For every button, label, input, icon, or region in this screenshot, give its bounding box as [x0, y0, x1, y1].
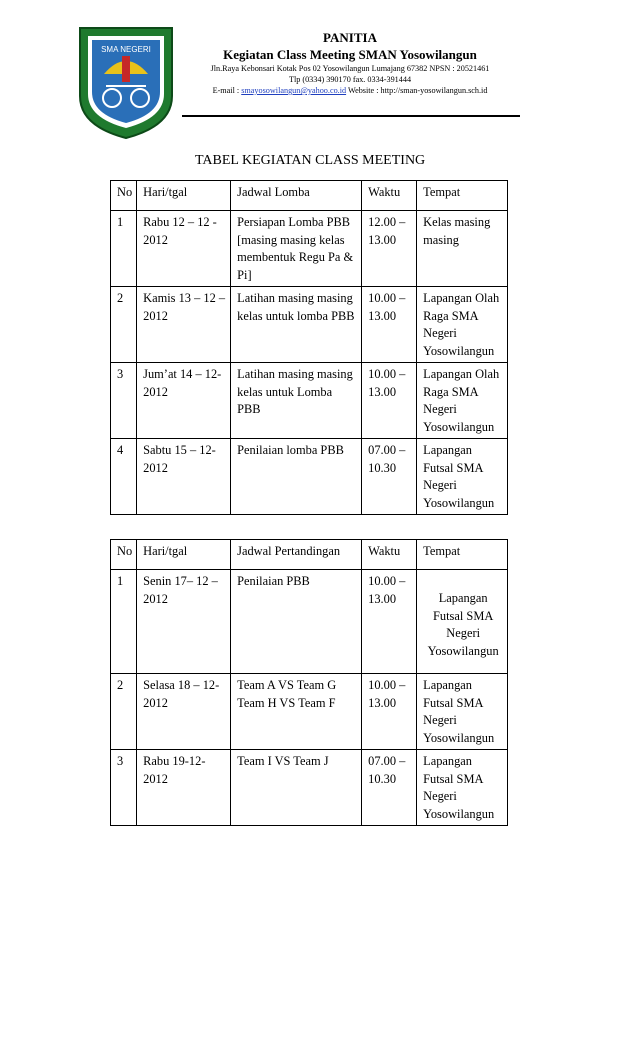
column-header: Waktu	[362, 181, 417, 211]
table-title: TABEL KEGIATAN CLASS MEETING	[195, 153, 426, 168]
table-cell: Team A VS Team G Team H VS Team F	[231, 674, 362, 750]
table-cell: 10.00 – 13.00	[362, 287, 417, 363]
table-row	[111, 750, 508, 826]
table-cell: 10.00 – 13.00	[362, 570, 417, 674]
table-cell: 4	[111, 439, 137, 515]
logo-text: SMA NEGERI	[101, 45, 151, 54]
header-rule	[182, 115, 520, 117]
table-cell: Sabtu 15 – 12-2012	[137, 439, 231, 515]
table-cell: 10.00 – 13.00	[362, 363, 417, 439]
table-cell: Rabu 12 – 12 - 2012	[137, 211, 231, 287]
table-header-row	[111, 181, 508, 211]
table-cell: Penilaian PBB	[231, 570, 362, 674]
table-cell: 12.00 – 13.00	[362, 211, 417, 287]
table-cell: 07.00 – 10.30	[362, 750, 417, 826]
table-cell: Selasa 18 – 12-2012	[137, 674, 231, 750]
column-header: Hari/tgal	[137, 181, 231, 211]
table-cell: Latihan masing masing kelas untuk Lomba PBB	[231, 363, 362, 439]
school-logo	[76, 26, 176, 140]
website-text: Website : http://sman-yosowilangun.sch.id	[348, 86, 488, 95]
table-cell: Team I VS Team J	[231, 750, 362, 826]
table-cell: Latihan masing masing kelas untuk lomba PBB	[231, 287, 362, 363]
table-cell: Rabu 19-12-2012	[137, 750, 231, 826]
table-cell: Lapangan Olah Raga SMA Negeri Yosowilangun	[417, 287, 508, 363]
table-cell: 3	[111, 363, 137, 439]
table-cell: Persiapan Lomba PBB [masing masing kelas membentuk Regu Pa & Pi]	[231, 211, 362, 287]
table-header-row	[111, 540, 508, 570]
table-cell: Jum’at 14 – 12-2012	[137, 363, 231, 439]
table-cell: 07.00 – 10.30	[362, 439, 417, 515]
schedule-table-pertandingan	[110, 539, 508, 826]
table-row	[111, 674, 508, 750]
table-cell: Lapangan Futsal SMA Negeri Yosowilangun	[417, 570, 508, 674]
email-link[interactable]: smayosowilangun@yahoo.co.id	[241, 86, 347, 95]
table-row	[111, 287, 508, 363]
header-address: Jln.Raya Kebonsari Kotak Pos 02 Yosowilangun Lumajang 67382 NPSN : 20521461	[210, 64, 490, 73]
header-title: PANITIA	[323, 30, 377, 45]
column-header: Tempat	[417, 181, 508, 211]
table-cell: Lapangan Olah Raga SMA Negeri Yosowilangun	[417, 363, 508, 439]
table-cell: 2	[111, 287, 137, 363]
table-cell: 10.00 – 13.00	[362, 674, 417, 750]
table-cell: Senin 17– 12 – 2012	[137, 570, 231, 674]
table-row	[111, 211, 508, 287]
table-row	[111, 439, 508, 515]
table-cell: Kelas masing masing	[417, 211, 508, 287]
column-header: Waktu	[362, 540, 417, 570]
column-header: No	[111, 540, 137, 570]
table-cell: Kamis 13 – 12 – 2012	[137, 287, 231, 363]
email-label: E-mail :	[212, 86, 240, 95]
header-subtitle: Kegiatan Class Meeting SMAN Yosowilangun	[223, 47, 477, 62]
letterhead	[180, 30, 520, 96]
table-row	[111, 570, 508, 674]
table-cell: 3	[111, 750, 137, 826]
table-cell: 2	[111, 674, 137, 750]
header-phone: Tlp (0334) 390170 fax. 0334-391444	[288, 75, 412, 84]
header-contact	[180, 85, 520, 96]
column-header: No	[111, 181, 137, 211]
table-cell: Penilaian lomba PBB	[231, 439, 362, 515]
table-cell: 1	[111, 570, 137, 674]
schedule-table-lomba	[110, 180, 508, 515]
column-header: Jadwal Lomba	[231, 181, 362, 211]
column-header: Hari/tgal	[137, 540, 231, 570]
table-cell: Lapangan Futsal SMA Negeri Yosowilangun	[417, 674, 508, 750]
table-cell: 1	[111, 211, 137, 287]
table-cell: Lapangan Futsal SMA Negeri Yosowilangun	[417, 750, 508, 826]
table-cell: Lapangan Futsal SMA Negeri Yosowilangun	[417, 439, 508, 515]
column-header: Tempat	[417, 540, 508, 570]
table-row	[111, 363, 508, 439]
column-header: Jadwal Pertandingan	[231, 540, 362, 570]
